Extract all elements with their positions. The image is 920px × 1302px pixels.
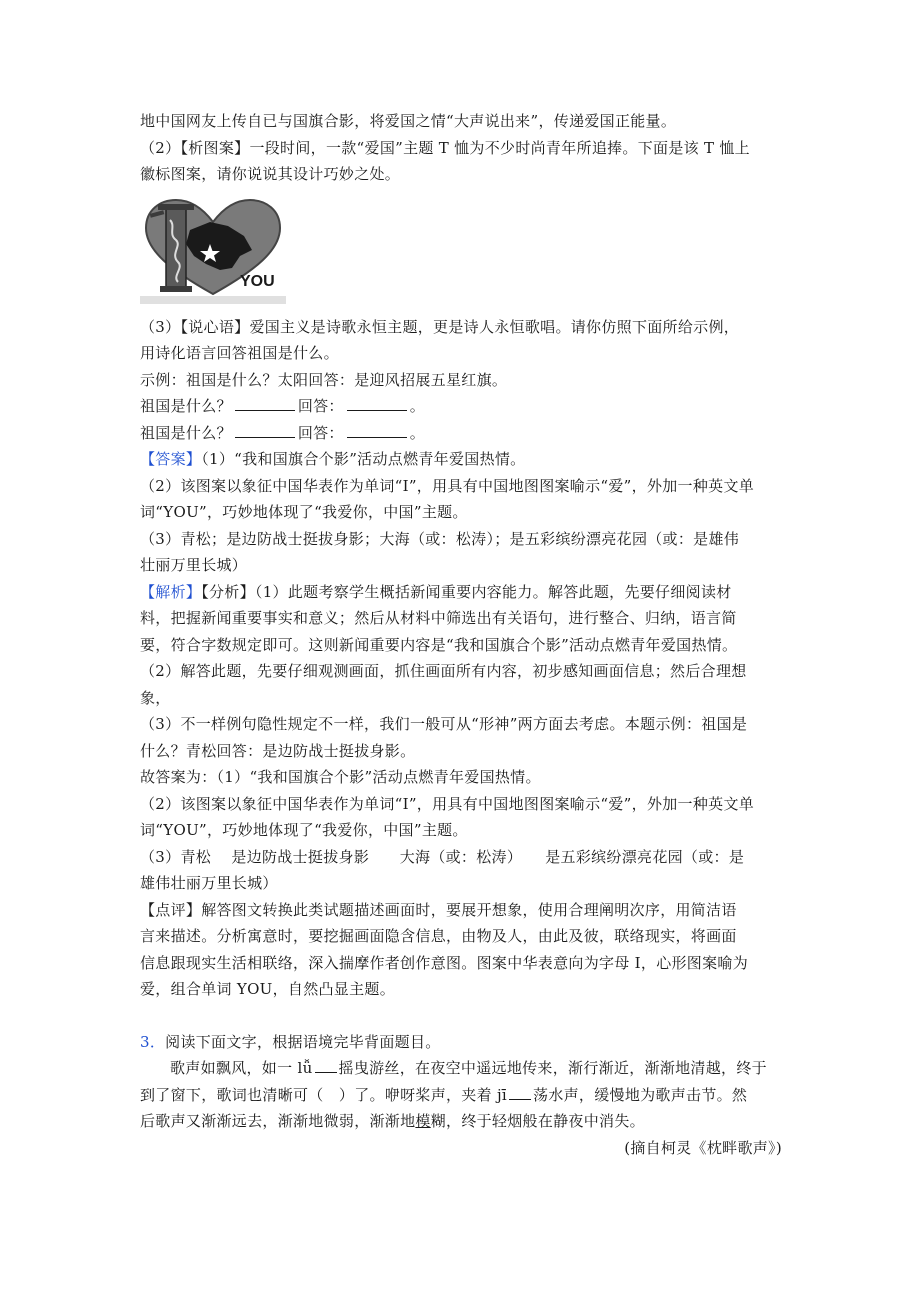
text-line: 言来描述。分析寓意时，要挖掘画面隐含信息，由物及人，由此及彼，联络现实，将画面 [140,927,737,945]
text-line: 【点评】解答图文转换此类试题描述画面时，要展开想象，使用合理阐明次序，用简洁语 [140,900,737,919]
answer-tag: 【答案】 [140,450,202,468]
text-line: （3）不一样例句隐性规定不一样，我们一般可从“形神”两方面去考虑。本题示例：祖国是 [140,715,748,733]
text-line: 雄伟壮丽万里长城） [140,874,278,892]
text-line: （3）青松 是边防战士挺拔身影 大海（或：松涛） 是五彩缤纷漂亮花园（或：是 [140,847,745,866]
text-line: （3）青松；是边防战士挺拔身影；大海（或：松涛）；是五彩缤纷漂亮花园（或：是雄伟 [140,529,740,548]
text-line: 信息跟现实生活相联络，深入揣摩作者创作意图。图案中华表意向为字母 I，心形图案喻为 [140,953,748,972]
text-line: 什么？青松回答：是边防战士挺拔身影。 [140,741,416,760]
answer-blank[interactable] [235,395,295,411]
text-line: 示例：祖国是什么？太阳回答：是迎风招展五星红旗。 [140,370,508,389]
text-line: 要，符合字数规定即可。这则新闻重要内容是“我和国旗合个影”活动点燃青年爱国热情。 [140,635,738,654]
text-line: 地中国网友上传自已与国旗合影，将爱国之情“大声说出来”，传递爱国正能量。 [140,112,677,130]
tshirt-logo-image [140,196,286,304]
text-line: 壮丽万里长城） [140,556,248,574]
analysis-tag: 【解析】 [140,582,202,601]
pinyin-blank[interactable] [315,1057,337,1073]
fill-in-line: 祖国是什么？ 回答： 。 [140,397,426,415]
text-line: （2）解答此题，先要仔细观测画面，抓住画面所有内容，初步感知画面信息；然后合理想 [140,662,747,680]
text-line: 料，把握新闻重要事实和意义；然后从材料中筛选出有关语句，进行整合、归纳，语言简 [140,609,737,627]
text-line: 故答案为：（1）“我和国旗合个影”活动点燃青年爱国热情。 [140,768,541,786]
question-number: 3． [140,1032,166,1051]
passage-line: 歌声如飘风，如一 lǚ 摇曳游丝，在夜空中遥远地传来，渐行渐近，渐渐地清越，终于 [170,1059,767,1077]
text-line: （2）【析图案】一段时间，一款“爱国”主题 T 恤为不少时尚青年所追捧。下面是该 T 恤上 [140,138,750,157]
passage-source: (摘自柯灵《枕畔歌声》) [624,1138,782,1157]
analysis-line: 【解析】【分析】（1）此题考察学生概括新闻重要内容能力。解答此题，先要仔细阅读材 [140,582,732,601]
text-line: 用诗化语言回答祖国是什么。 [140,344,339,362]
passage-line: 到了窗下，歌词也清晰可（ ）了。咿呀桨声，夹着 jī 荡水声，缓慢地为歌声击节。然 [140,1085,748,1104]
document-page [140,108,782,1161]
underlined-char: 模 [415,1112,431,1130]
text-line: 徽标图案，请你说说其设计巧妙之处。 [140,165,401,183]
text-line: 词“YOU”，巧妙地体现了“我爱你，中国”主题。 [140,821,468,839]
text-line: 象， [140,688,171,707]
answer-blank[interactable] [235,422,295,438]
text-line: （2）该图案以象征中国华表作为单词“I”，用具有中国地图图案喻示“爱”，外加一种英文单 [140,476,755,495]
answer-blank[interactable] [347,422,407,438]
pinyin-blank[interactable] [509,1084,531,1100]
answer-line: 【答案】（1）“我和国旗合个影”活动点燃青年爱国热情。 [140,450,526,468]
logo-you-text: YOU [240,272,275,290]
text-line: 爱，组合单词 YOU，自然凸显主题。 [140,980,396,998]
passage-line: 后歌声又渐渐远去，渐渐地微弱，渐渐地模糊，终于轻烟般在静夜中消失。 [140,1112,645,1130]
text-line: （2）该图案以象征中国华表作为单词“I”，用具有中国地图图案喻示“爱”，外加一种英文单 [140,794,755,813]
answer-blank[interactable] [347,395,407,411]
text-line: （3）【说心语】爱国主义是诗歌永恒主题，更是诗人永恒歌唱。请你仿照下面所给示例， [140,317,740,336]
text-line: 词“YOU”，巧妙地体现了“我爱你，中国”主题。 [140,503,468,521]
fill-in-line: 祖国是什么？ 回答： 。 [140,423,426,442]
question-3-heading: 3．阅读下面文字，根据语境完毕背面题目。 [140,1032,441,1051]
